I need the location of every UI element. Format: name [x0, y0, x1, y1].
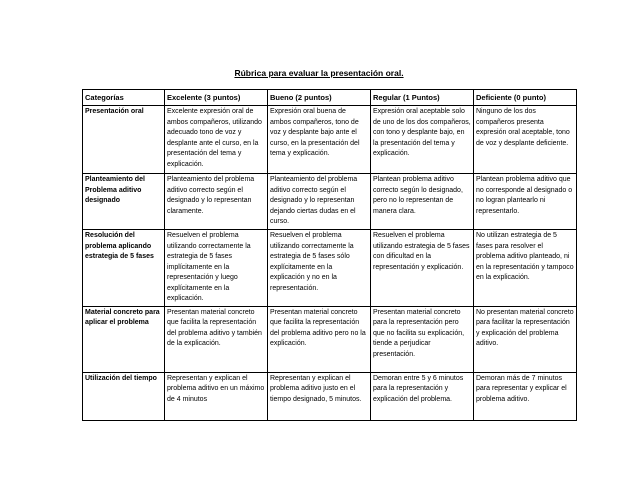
- criteria-cell: Expresión oral buena de ambos compañeros, tono de voz y desplante bajo ante el curso, en la presentación del tema y explicación.: [268, 106, 371, 174]
- category-cell: Presentación oral: [83, 106, 165, 174]
- header-row: [83, 90, 577, 106]
- header-deficiente: Deficiente (0 punto): [474, 90, 577, 106]
- criteria-cell: No utilizan estrategia de 5 fases para resolver el problema aditivo planteado, ni en la representación y tampoco en la explicación.: [474, 230, 577, 307]
- header-categories: Categorías: [83, 90, 165, 106]
- page-title: Rúbrica para evaluar la presentación oral.: [234, 68, 404, 78]
- category-cell: Resolución del problema aplicando estrategia de 5 fases: [83, 230, 165, 307]
- criteria-cell: Representan y explican el problema aditivo en un máximo de 4 minutos: [165, 372, 268, 420]
- criteria-cell: Plantean problema aditivo que no corresponde al designado o no logran plantearlo ni representarlo.: [474, 174, 577, 230]
- category-cell: Utilización del tiempo: [83, 372, 165, 420]
- criteria-cell: Ninguno de los dos compañeros presenta expresión oral aceptable, tono de voz y desplante deficiente.: [474, 106, 577, 174]
- criteria-cell: Resuelven el problema utilizando estrategia de 5 fases con dificultad en la representación y explicación.: [371, 230, 474, 307]
- table-row: [83, 174, 577, 230]
- table-row: [83, 306, 577, 372]
- category-cell: Planteamiento del Problema aditivo designado: [83, 174, 165, 230]
- criteria-cell: Presentan material concreto para la representación pero que no facilita su explicación, tiende a perjudicar presentación.: [371, 306, 474, 372]
- criteria-cell: Representan y explican el problema aditivo justo en el tiempo designado, 5 minutos.: [268, 372, 371, 420]
- criteria-cell: Resuelven el problema utilizando correctamente la estrategia de 5 fases sólo explícitamente en la explicación y no en la representación.: [268, 230, 371, 307]
- criteria-cell: Expresión oral aceptable solo de uno de los dos compañeros, con tono y desplante bajo, en la presentación del tema y explicación.: [371, 106, 474, 174]
- criteria-cell: Resuelven el problema utilizando correctamente la estrategia de 5 fases implícitamente en la representación y luego explícitamente en la explicación.: [165, 230, 268, 307]
- category-cell: Material concreto para aplicar el problema: [83, 306, 165, 372]
- header-regular: Regular (1 Puntos): [371, 90, 474, 106]
- header-bueno: Bueno (2 puntos): [268, 90, 371, 106]
- criteria-cell: No presentan material concreto para facilitar la representación y explicación del problema aditivo.: [474, 306, 577, 372]
- criteria-cell: Planteamiento del problema aditivo correcto según el designado y lo representan dejando ciertas dudas en el curso.: [268, 174, 371, 230]
- table-row: [83, 230, 577, 307]
- rubric-table: [82, 89, 577, 421]
- criteria-cell: Excelente expresión oral de ambos compañeros, utilizando adecuado tono de voz y desplante ante el curso, en la presentación del tema y explicación.: [165, 106, 268, 174]
- table-row: [83, 372, 577, 420]
- criteria-cell: Presentan material concreto que facilita la representación del problema aditivo pero no la explicación.: [268, 306, 371, 372]
- criteria-cell: Plantean problema aditivo correcto según lo designado, pero no lo representan de manera clara.: [371, 174, 474, 230]
- criteria-cell: Presentan material concreto que facilita la representación del problema aditivo y también de la explicación.: [165, 306, 268, 372]
- header-excelente: Excelente (3 puntos): [165, 90, 268, 106]
- criteria-cell: Planteamiento del problema aditivo correcto según el designado y lo representan claramente.: [165, 174, 268, 230]
- criteria-cell: Demoran más de 7 minutos para representar y explicar el problema aditivo.: [474, 372, 577, 420]
- criteria-cell: Demoran entre 5 y 6 minutos para la representación y explicación del problema.: [371, 372, 474, 420]
- table-row: [83, 106, 577, 174]
